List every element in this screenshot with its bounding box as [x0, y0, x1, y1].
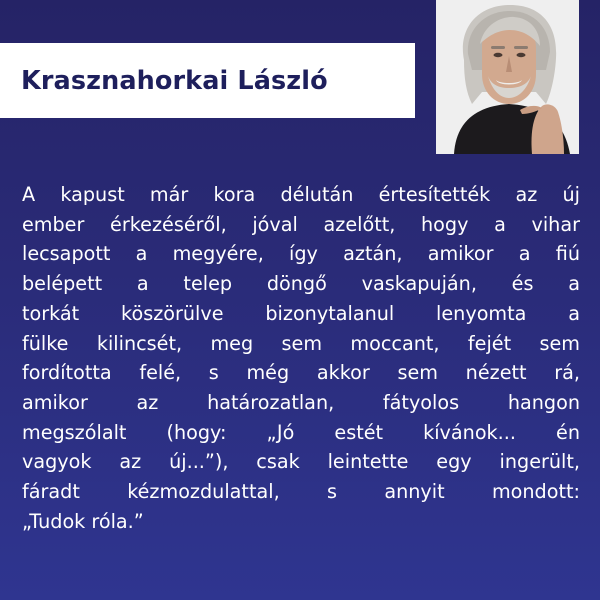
quote-line: vagyok az új...”), csak leintette egy ingerült, [22, 450, 580, 474]
quote-line: fáradt kézmozdulattal, s annyit mondott: [22, 480, 580, 504]
quote-line: lecsapott a megyére, így aztán, amikor a fiú [22, 242, 580, 266]
quote-line: megszólalt (hogy: „Jó estét kívánok... én [22, 420, 580, 444]
quote-line: fordította felé, s még akkor sem nézett rá, [22, 361, 580, 385]
quote-line: A kapust már kora délután értesítették az új [22, 183, 580, 206]
quote-line: fülke kilincsét, meg sem moccant, fejét sem [22, 331, 580, 355]
quote-line: amikor az határozatlan, fátyolos hangon [22, 390, 580, 414]
quote-text [22, 180, 580, 536]
author-name: Krasznahorkai László [21, 65, 328, 96]
quote-line: „Tudok róla.” [22, 509, 144, 533]
author-portrait-photo [436, 0, 579, 154]
quote-line: torkát köszörülve bizonytalanul lenyomta a [22, 301, 580, 325]
quote-line: belépett a telep döngő vaskapuján, és a [22, 272, 580, 296]
author-portrait [436, 0, 579, 154]
quote-line: ember érkezéséről, jóval azelőtt, hogy a vihar [22, 212, 580, 236]
author-name-banner [0, 43, 415, 118]
